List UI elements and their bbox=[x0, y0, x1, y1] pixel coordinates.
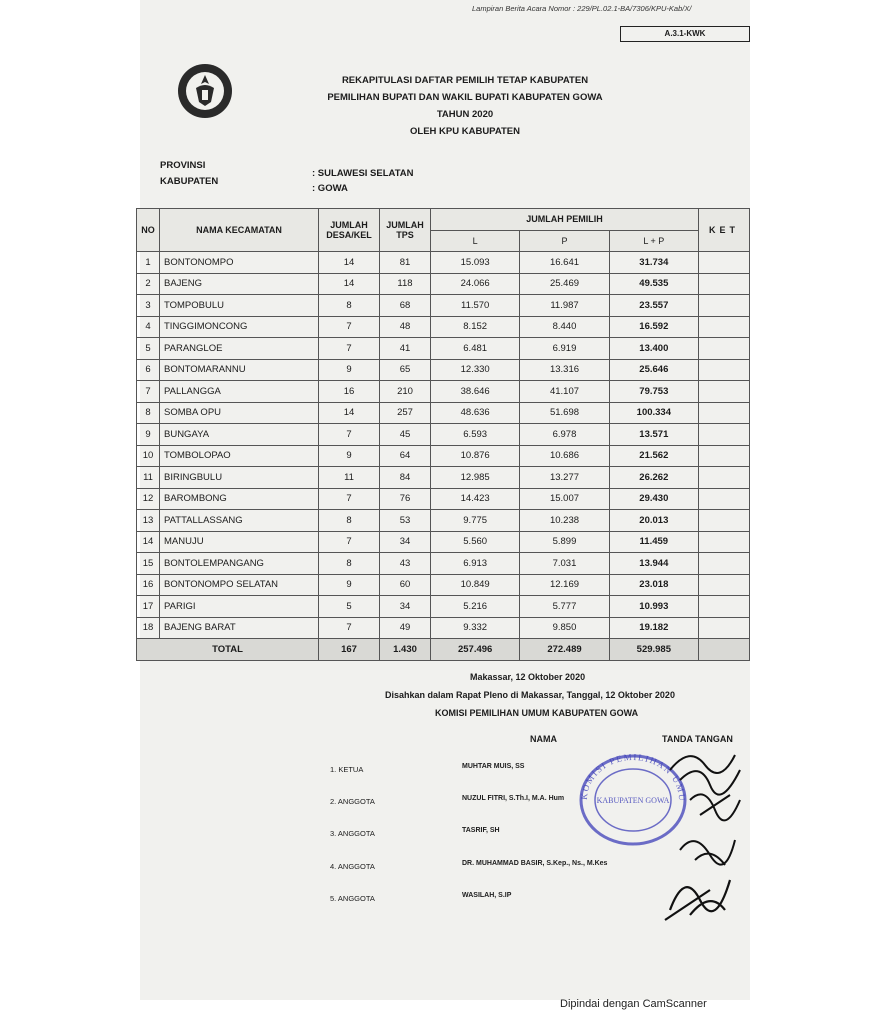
row-desa: 9 bbox=[319, 574, 380, 596]
row-kecamatan: PARIGI bbox=[160, 596, 319, 618]
signature-header: TANDA TANGAN bbox=[662, 734, 733, 744]
row-ket bbox=[699, 424, 750, 446]
scanner-watermark: Dipindai dengan CamScanner bbox=[560, 998, 707, 1010]
total-desa: 167 bbox=[319, 639, 380, 661]
table-row bbox=[137, 596, 750, 618]
handwritten-signatures bbox=[650, 740, 750, 935]
row-tps: 48 bbox=[380, 316, 431, 338]
row-p: 25.469 bbox=[520, 273, 609, 295]
row-ket bbox=[699, 295, 750, 317]
signatory-role: 1. KETUA bbox=[330, 765, 364, 774]
table-row bbox=[137, 402, 750, 424]
row-l: 6.481 bbox=[431, 338, 520, 360]
row-desa: 16 bbox=[319, 381, 380, 403]
row-no: 14 bbox=[137, 531, 160, 553]
row-ket bbox=[699, 553, 750, 575]
row-ket bbox=[699, 617, 750, 639]
row-desa: 14 bbox=[319, 252, 380, 274]
row-p: 5.899 bbox=[520, 531, 609, 553]
signatory-name-header: NAMA bbox=[530, 734, 557, 744]
row-no: 13 bbox=[137, 510, 160, 532]
row-no: 6 bbox=[137, 359, 160, 381]
row-l: 10.849 bbox=[431, 574, 520, 596]
total-lp: 529.985 bbox=[609, 639, 698, 661]
row-desa: 11 bbox=[319, 467, 380, 489]
row-l: 9.775 bbox=[431, 510, 520, 532]
row-ket bbox=[699, 359, 750, 381]
row-l: 6.593 bbox=[431, 424, 520, 446]
stamp-center-text: KABUPATEN GOWA bbox=[596, 796, 670, 805]
table-row bbox=[137, 617, 750, 639]
col-ket: KET bbox=[699, 209, 750, 252]
row-ket bbox=[699, 402, 750, 424]
col-jumlah-pemilih: JUMLAH PEMILIH bbox=[431, 209, 699, 231]
row-ket bbox=[699, 316, 750, 338]
row-no: 4 bbox=[137, 316, 160, 338]
row-lp: 25.646 bbox=[609, 359, 698, 381]
row-no: 3 bbox=[137, 295, 160, 317]
row-tps: 81 bbox=[380, 252, 431, 274]
table-row bbox=[137, 467, 750, 489]
table-row bbox=[137, 273, 750, 295]
provinsi-label: PROVINSI bbox=[160, 160, 206, 171]
row-l: 24.066 bbox=[431, 273, 520, 295]
row-no: 17 bbox=[137, 596, 160, 618]
col-jumlah-tps: JUMLAH TPS bbox=[380, 209, 431, 252]
kpu-logo bbox=[176, 62, 234, 125]
row-kecamatan: BAJENG bbox=[160, 273, 319, 295]
kabupaten-value: : GOWA bbox=[312, 183, 348, 194]
signatory-name: NUZUL FITRI, S.Th.I, M.A. Hum bbox=[462, 795, 565, 802]
table-row bbox=[137, 531, 750, 553]
table-row bbox=[137, 510, 750, 532]
row-desa: 14 bbox=[319, 273, 380, 295]
row-p: 9.850 bbox=[520, 617, 609, 639]
row-l: 38.646 bbox=[431, 381, 520, 403]
total-ket bbox=[699, 639, 750, 661]
row-lp: 21.562 bbox=[609, 445, 698, 467]
row-l: 6.913 bbox=[431, 553, 520, 575]
row-desa: 7 bbox=[319, 531, 380, 553]
total-l: 257.496 bbox=[431, 639, 520, 661]
row-lp: 49.535 bbox=[609, 273, 698, 295]
row-l: 12.985 bbox=[431, 467, 520, 489]
signatory-role: 3. ANGGOTA bbox=[330, 829, 375, 838]
row-kecamatan: PALLANGGA bbox=[160, 381, 319, 403]
row-p: 15.007 bbox=[520, 488, 609, 510]
row-p: 6.919 bbox=[520, 338, 609, 360]
row-no: 15 bbox=[137, 553, 160, 575]
row-tps: 53 bbox=[380, 510, 431, 532]
table-row bbox=[137, 574, 750, 596]
row-lp: 16.592 bbox=[609, 316, 698, 338]
signatory-name: TASRIF, SH bbox=[462, 827, 500, 834]
row-p: 8.440 bbox=[520, 316, 609, 338]
row-no: 10 bbox=[137, 445, 160, 467]
row-ket bbox=[699, 445, 750, 467]
row-tps: 49 bbox=[380, 617, 431, 639]
row-lp: 10.993 bbox=[609, 596, 698, 618]
row-kecamatan: BONTOMARANNU bbox=[160, 359, 319, 381]
row-tps: 41 bbox=[380, 338, 431, 360]
row-no: 16 bbox=[137, 574, 160, 596]
row-tps: 60 bbox=[380, 574, 431, 596]
col-nama-kecamatan: NAMA KECAMATAN bbox=[160, 209, 319, 252]
row-ket bbox=[699, 488, 750, 510]
row-lp: 23.557 bbox=[609, 295, 698, 317]
row-no: 7 bbox=[137, 381, 160, 403]
row-lp: 79.753 bbox=[609, 381, 698, 403]
row-ket bbox=[699, 596, 750, 618]
row-tps: 43 bbox=[380, 553, 431, 575]
row-p: 13.316 bbox=[520, 359, 609, 381]
row-l: 15.093 bbox=[431, 252, 520, 274]
table-row bbox=[137, 359, 750, 381]
row-tps: 65 bbox=[380, 359, 431, 381]
row-p: 10.686 bbox=[520, 445, 609, 467]
row-ket bbox=[699, 574, 750, 596]
row-p: 41.107 bbox=[520, 381, 609, 403]
row-l: 5.216 bbox=[431, 596, 520, 618]
row-l: 11.570 bbox=[431, 295, 520, 317]
place-date: Makassar, 12 Oktober 2020 bbox=[470, 672, 586, 682]
row-kecamatan: BONTONOMPO bbox=[160, 252, 319, 274]
row-kecamatan: BAROMBONG bbox=[160, 488, 319, 510]
row-no: 8 bbox=[137, 402, 160, 424]
row-kecamatan: PARANGLOE bbox=[160, 338, 319, 360]
row-kecamatan: BONTOLEMPANGANG bbox=[160, 553, 319, 575]
row-kecamatan: BUNGAYA bbox=[160, 424, 319, 446]
row-tps: 84 bbox=[380, 467, 431, 489]
row-desa: 7 bbox=[319, 488, 380, 510]
row-l: 14.423 bbox=[431, 488, 520, 510]
row-no: 11 bbox=[137, 467, 160, 489]
row-kecamatan: TOMPOBULU bbox=[160, 295, 319, 317]
row-p: 13.277 bbox=[520, 467, 609, 489]
row-kecamatan: SOMBA OPU bbox=[160, 402, 319, 424]
row-lp: 29.430 bbox=[609, 488, 698, 510]
row-desa: 9 bbox=[319, 359, 380, 381]
row-lp: 19.182 bbox=[609, 617, 698, 639]
title-line-1: REKAPITULASI DAFTAR PEMILIH TETAP KABUPATEN bbox=[341, 75, 589, 86]
row-lp: 13.571 bbox=[609, 424, 698, 446]
row-ket bbox=[699, 273, 750, 295]
row-desa: 8 bbox=[319, 553, 380, 575]
row-p: 10.238 bbox=[520, 510, 609, 532]
row-ket bbox=[699, 252, 750, 274]
row-ket bbox=[699, 531, 750, 553]
row-desa: 5 bbox=[319, 596, 380, 618]
row-lp: 13.400 bbox=[609, 338, 698, 360]
row-tps: 118 bbox=[380, 273, 431, 295]
signatory-role: 2. ANGGOTA bbox=[330, 797, 375, 806]
table-row bbox=[137, 381, 750, 403]
row-kecamatan: TINGGIMONCONG bbox=[160, 316, 319, 338]
signatory-name: DR. MUHAMMAD BASIR, S.Kep., Ns., M.Kes bbox=[462, 860, 608, 867]
row-lp: 31.734 bbox=[609, 252, 698, 274]
row-ket bbox=[699, 467, 750, 489]
row-l: 10.876 bbox=[431, 445, 520, 467]
table-row bbox=[137, 424, 750, 446]
table-row bbox=[137, 445, 750, 467]
form-code-box: A.3.1-KWK bbox=[620, 26, 750, 42]
table-row bbox=[137, 252, 750, 274]
row-ket bbox=[699, 381, 750, 403]
row-tps: 257 bbox=[380, 402, 431, 424]
row-desa: 8 bbox=[319, 510, 380, 532]
row-p: 5.777 bbox=[520, 596, 609, 618]
table-row bbox=[137, 295, 750, 317]
row-tps: 64 bbox=[380, 445, 431, 467]
total-p: 272.489 bbox=[520, 639, 609, 661]
total-label: TOTAL bbox=[137, 639, 319, 661]
ratified-statement: Disahkan dalam Rapat Pleno di Makassar, Tanggal, 12 Oktober 2020 bbox=[385, 690, 675, 700]
row-l: 12.330 bbox=[431, 359, 520, 381]
table-row bbox=[137, 553, 750, 575]
row-l: 5.560 bbox=[431, 531, 520, 553]
row-no: 2 bbox=[137, 273, 160, 295]
voter-recap-table bbox=[136, 208, 750, 661]
row-l: 9.332 bbox=[431, 617, 520, 639]
row-lp: 20.013 bbox=[609, 510, 698, 532]
row-p: 11.987 bbox=[520, 295, 609, 317]
signatory-name: MUHTAR MUIS, SS bbox=[462, 763, 525, 770]
row-no: 9 bbox=[137, 424, 160, 446]
col-p: P bbox=[520, 230, 609, 252]
row-lp: 23.018 bbox=[609, 574, 698, 596]
row-tps: 34 bbox=[380, 531, 431, 553]
row-lp: 100.334 bbox=[609, 402, 698, 424]
row-desa: 7 bbox=[319, 424, 380, 446]
row-ket bbox=[699, 510, 750, 532]
signatory-role: 5. ANGGOTA bbox=[330, 894, 375, 903]
row-kecamatan: TOMBOLOPAO bbox=[160, 445, 319, 467]
row-desa: 7 bbox=[319, 316, 380, 338]
row-tps: 34 bbox=[380, 596, 431, 618]
row-p: 7.031 bbox=[520, 553, 609, 575]
row-desa: 9 bbox=[319, 445, 380, 467]
provinsi-value: : SULAWESI SELATAN bbox=[312, 168, 414, 179]
row-l: 8.152 bbox=[431, 316, 520, 338]
row-ket bbox=[699, 338, 750, 360]
row-kecamatan: BONTONOMPO SELATAN bbox=[160, 574, 319, 596]
row-p: 51.698 bbox=[520, 402, 609, 424]
total-row bbox=[137, 639, 750, 661]
row-tps: 76 bbox=[380, 488, 431, 510]
col-l: L bbox=[431, 230, 520, 252]
row-no: 1 bbox=[137, 252, 160, 274]
row-desa: 7 bbox=[319, 338, 380, 360]
row-no: 12 bbox=[137, 488, 160, 510]
kabupaten-label: KABUPATEN bbox=[160, 176, 219, 187]
table-row bbox=[137, 316, 750, 338]
row-kecamatan: PATTALLASSANG bbox=[160, 510, 319, 532]
row-kecamatan: MANUJU bbox=[160, 531, 319, 553]
row-tps: 210 bbox=[380, 381, 431, 403]
row-tps: 68 bbox=[380, 295, 431, 317]
row-lp: 26.262 bbox=[609, 467, 698, 489]
col-lp: L + P bbox=[609, 230, 698, 252]
row-desa: 14 bbox=[319, 402, 380, 424]
row-no: 5 bbox=[137, 338, 160, 360]
row-lp: 11.459 bbox=[609, 531, 698, 553]
row-no: 18 bbox=[137, 617, 160, 639]
row-desa: 8 bbox=[319, 295, 380, 317]
document-title bbox=[300, 72, 630, 140]
table-row bbox=[137, 488, 750, 510]
table-row bbox=[137, 338, 750, 360]
title-line-3: TAHUN 2020 bbox=[436, 109, 494, 120]
row-kecamatan: BAJENG BARAT bbox=[160, 617, 319, 639]
row-p: 6.978 bbox=[520, 424, 609, 446]
lampiran-reference: Lampiran Berita Acara Nomor : 229/PL.02.1-BA/7306/KPU-Kab/X/ bbox=[472, 4, 692, 13]
title-line-4: OLEH KPU KABUPATEN bbox=[410, 126, 520, 137]
row-lp: 13.944 bbox=[609, 553, 698, 575]
col-no: NO bbox=[137, 209, 160, 252]
row-p: 16.641 bbox=[520, 252, 609, 274]
signatory-name: WASILAH, S.IP bbox=[462, 892, 512, 899]
signatory-role: 4. ANGGOTA bbox=[330, 862, 375, 871]
col-jumlah-desa: JUMLAH DESA/KEL bbox=[319, 209, 380, 252]
row-tps: 45 bbox=[380, 424, 431, 446]
stamp-ring-text: KOMISI PEMILIHAN UMU bbox=[578, 751, 688, 803]
commission-name: KOMISI PEMILIHAN UMUM KABUPATEN GOWA bbox=[435, 708, 639, 718]
row-l: 48.636 bbox=[431, 402, 520, 424]
title-line-2: PEMILIHAN BUPATI DAN WAKIL BUPATI KABUPATEN GOWA bbox=[327, 92, 603, 103]
total-tps: 1.430 bbox=[380, 639, 431, 661]
row-p: 12.169 bbox=[520, 574, 609, 596]
row-desa: 7 bbox=[319, 617, 380, 639]
row-kecamatan: BIRINGBULU bbox=[160, 467, 319, 489]
